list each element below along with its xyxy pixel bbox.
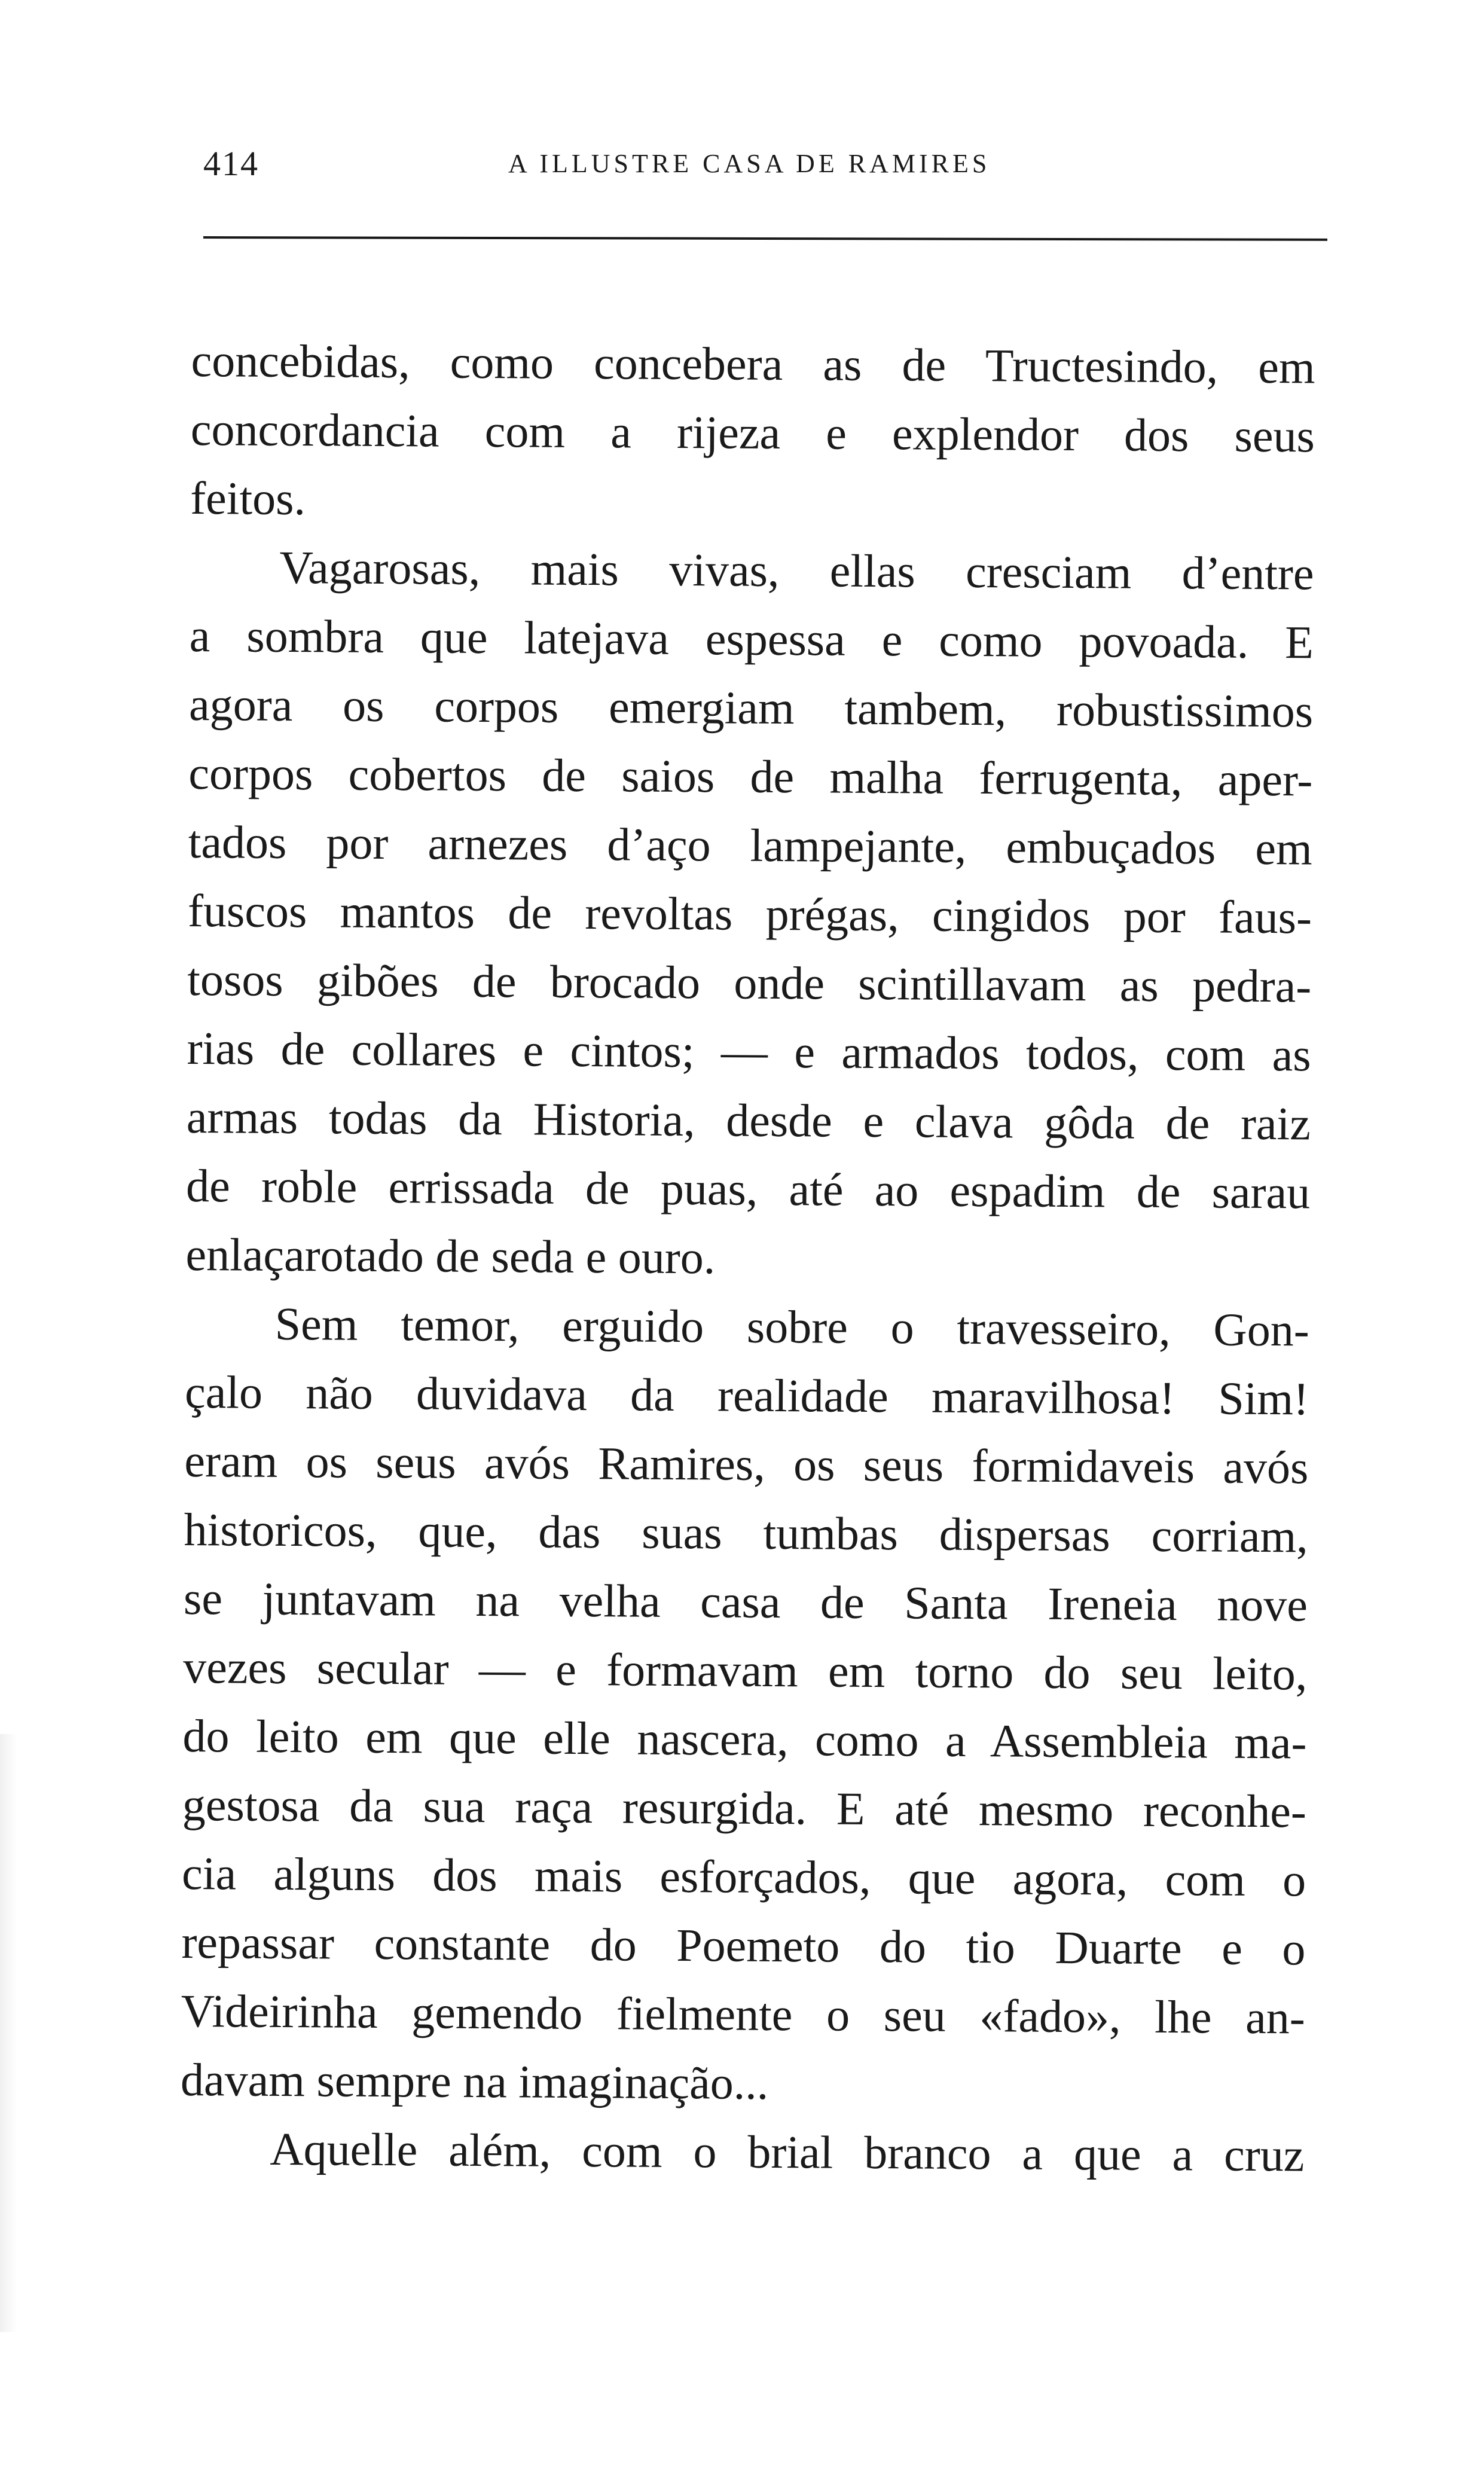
text-line: vezes secular — e formavam em torno do seu leito, [183,1640,1308,1700]
body-text [180,326,1315,2189]
text-line: fuscos mantos de revoltas prégas, cingidos por faus- [187,884,1312,944]
running-title: A ILLUSTRE CASA DE RAMIRES [508,149,991,178]
text-line: agora os corpos emergiam tambem, robustissimos [188,677,1314,737]
text-line: tados por arnezes d’aço lampejante, embuçados em [188,815,1312,875]
text-line: Vagarosas, mais vivas, ellas cresciam d’entre [279,541,1314,600]
text-line: davam sempre na imaginação... [180,2053,769,2109]
text-line: gestosa da sua raça resurgida. E até mesmo reconhe- [182,1778,1307,1838]
text-line: do leito em que elle nascera, como a Assembleia ma- [182,1709,1307,1769]
text-line: enlaçarotado de seda e ouro. [185,1228,716,1284]
text-line: tosos gibões de brocado onde scintillavam as pedra- [187,953,1312,1012]
text-line: Aquelle além, com o brial branco a que a cruz [270,2122,1305,2181]
scan-edge-shadow [0,1734,17,2332]
text-line: concebidas, como concebera as de Tructesindo, em [191,334,1315,393]
page-header [203,144,1327,197]
text-line: Sem temor, erguido sobre o travesseiro, Gon- [274,1297,1310,1356]
text-line: repassar constante do Poemeto do tio Duarte e o [181,1915,1306,1975]
text-line: concordancia com a rijeza e explendor dos seus [190,402,1315,462]
text-line: de roble errissada de puas, até ao espadim de sarau [185,1159,1311,1219]
header-rule [203,236,1327,241]
text-line: feitos. [190,471,306,525]
text-line: armas todas da Historia, desde e clava gôda de raiz [186,1090,1311,1150]
text-line: cia alguns dos mais esforçados, que agora, com o [181,1847,1306,1906]
page-number: 414 [203,144,259,183]
text-line: se juntavam na velha casa de Santa Ireneia nove [183,1571,1308,1631]
text-line: historicos, que, das suas tumbas dispersas corriam, [184,1503,1308,1562]
text-line: Videirinha gemendo fielmente o seu «fado», lhe an- [181,1984,1306,2044]
text-line: çalo não duvidava da realidade maravilhosa! Sim! [184,1365,1309,1425]
text-line: rias de collares e cintos; — e armados todos, com as [187,1021,1311,1081]
text-line: corpos cobertos de saios de malha ferrugenta, aper- [188,746,1313,806]
text-line: eram os seus avós Ramires, os seus formidaveis avós [184,1434,1309,1494]
text-line: a sombra que latejava espessa e como povoada. E [189,609,1314,669]
